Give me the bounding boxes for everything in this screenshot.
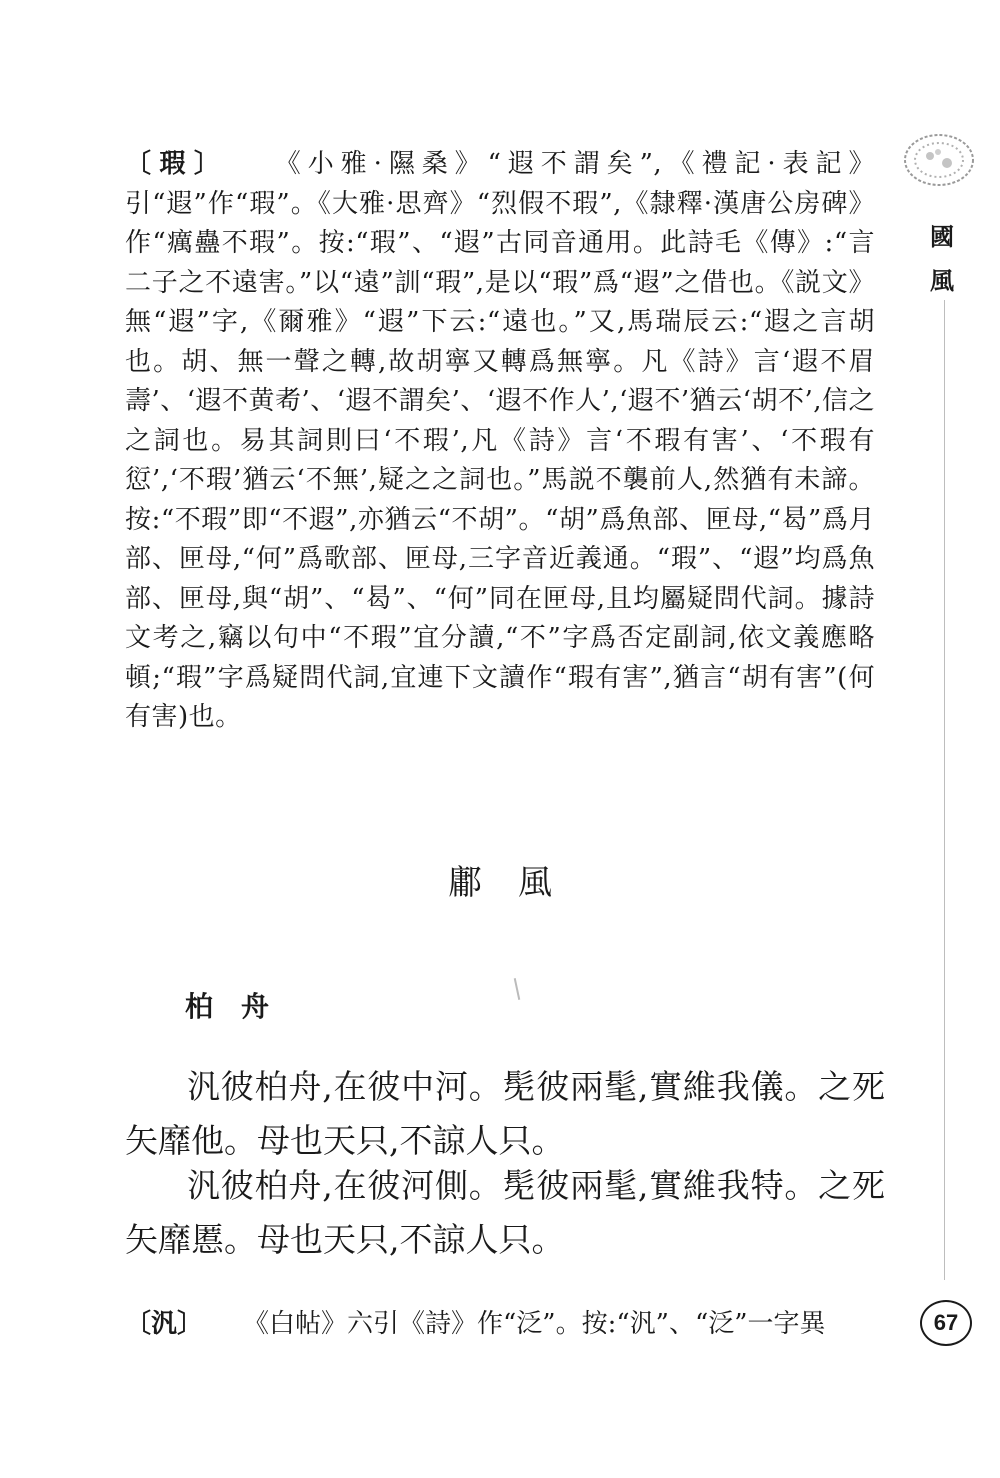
poem-title: 柏舟 — [185, 990, 298, 1023]
seal-ornament — [900, 130, 978, 190]
annotation-text-bottom: 《白帖》六引《詩》作“泛”。按:“汎”、“泛”一字異 — [243, 1309, 826, 1339]
annotation-paragraph-bottom — [125, 1305, 885, 1344]
annotation-text: 《小雅·隰桑》“遐不謂矣”,《禮記·表記》引“遐”作“瑕”。《大雅·思齊》“烈假不瑕”,《隸釋·漢唐公房碑》作“癘蠱不瑕”。按:“瑕”、“遐”古同音通用。此詩毛《傳》:“言二子之不遠害。”以“遠”訓“瑕”,是以“瑕”爲“遐”之借也。《説文》無“遐”字,《爾雅》“遐”下云:“遠也。”又,馬瑞辰云:“遐之言胡也。胡、無一聲之轉,故胡寧又轉爲無寧。凡《詩》言‘遐不眉壽’、‘遐不黄耇’、‘遐不謂矣’、‘遐不作人’,‘遐不’猶云‘胡不’,信之之詞也。易其詞則曰‘不瑕’,凡《詩》言‘不瑕有害’、‘不瑕有愆’,‘不瑕’猶云‘不無’,疑之之詞也。”馬説不襲前人,然猶有未諦。按:“不瑕”即“不遐”,亦猶云“不胡”。“胡”爲魚部、匣母,“曷”爲月部、匣母,“何”爲歌部、匣母,三字音近義通。“瑕”、“遐”均爲魚部、匣母,與“胡”、“曷”、“何”同在匣母,且均屬疑問代詞。據詩文考之,竊以句中“不瑕”宜分讀,“不”字爲否定副詞,依文義應略頓;“瑕”字爲疑問代詞,宜連下文讀作“瑕有害”,猶言“胡有害”(何有害)也。 — [125, 149, 875, 732]
section-title: 鄘風 — [448, 863, 588, 903]
poem-stanza-2: 汎彼柏舟,在彼河側。髧彼兩髦,實維我特。之死矢靡慝。母也天只,不諒人只。 — [125, 1166, 885, 1259]
page-number: 67 — [920, 1300, 972, 1346]
annotation-term-bottom: 〔汎〕 — [125, 1309, 204, 1339]
scan-mark — [514, 978, 521, 1000]
annotation-term: 〔瑕〕 — [125, 149, 229, 179]
running-header-vertical: 國風 — [930, 222, 954, 295]
margin-rule — [944, 300, 945, 1280]
annotation-paragraph — [125, 145, 875, 738]
poem-stanza-1: 汎彼柏舟,在彼中河。髧彼兩髦,實維我儀。之死矢靡他。母也天只,不諒人只。 — [125, 1067, 885, 1160]
